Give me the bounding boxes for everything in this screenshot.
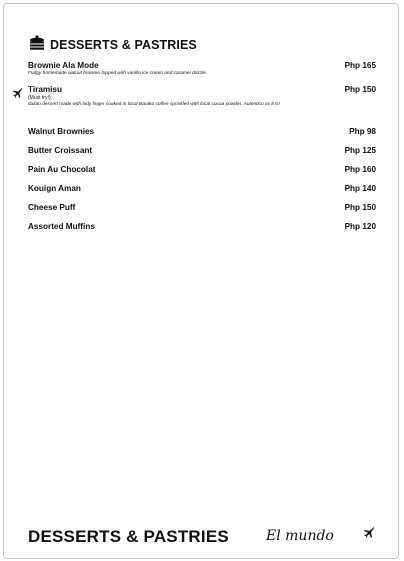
item-price: Php 125 [344, 146, 376, 155]
item-name: Butter Croissant [28, 146, 93, 155]
section-header [28, 34, 197, 52]
brand-logo: El mundo [266, 528, 334, 544]
item-name: Assorted Muffins [28, 222, 95, 231]
item-price: Php 150 [344, 203, 376, 212]
menu-item [28, 165, 376, 174]
menu-item [28, 61, 376, 77]
item-name: Cheese Puff [28, 203, 76, 212]
item-description: Fudgy homemade walnut brownie topped with vanilla ice cream and caramel drizzle. [28, 71, 208, 76]
menu-item [28, 184, 376, 193]
item-name: Walnut Brownies [28, 127, 95, 136]
menu-item [28, 85, 376, 108]
airplane-icon [12, 87, 23, 98]
item-name: Kouign Aman [28, 184, 81, 193]
menu-item [28, 222, 376, 231]
item-price: Php 160 [344, 165, 376, 174]
item-name: Tiramisu [28, 85, 62, 94]
item-name: Brownie Ala Mode [28, 61, 99, 70]
item-price: Php 98 [349, 127, 376, 136]
item-price: Php 140 [344, 184, 376, 193]
item-description: Italian dessert made with lady finger soaked in local Barako coffee sprinkled with local cocoa powder. Autentico as it is! [28, 102, 280, 107]
menu-item [28, 203, 376, 212]
footer-title: DESSERTS & PASTRIES [28, 527, 229, 546]
cake-icon [28, 34, 46, 52]
item-price: Php 120 [344, 222, 376, 231]
section-title: DESSERTS & PASTRIES [50, 38, 197, 52]
menu-item [28, 127, 376, 136]
item-note: (Must try!) [28, 95, 51, 101]
airplane-icon [363, 526, 375, 538]
menu-item [28, 146, 376, 155]
item-price: Php 150 [344, 85, 376, 94]
item-name: Pain Au Chocolat [28, 165, 96, 174]
item-price: Php 165 [344, 61, 376, 70]
